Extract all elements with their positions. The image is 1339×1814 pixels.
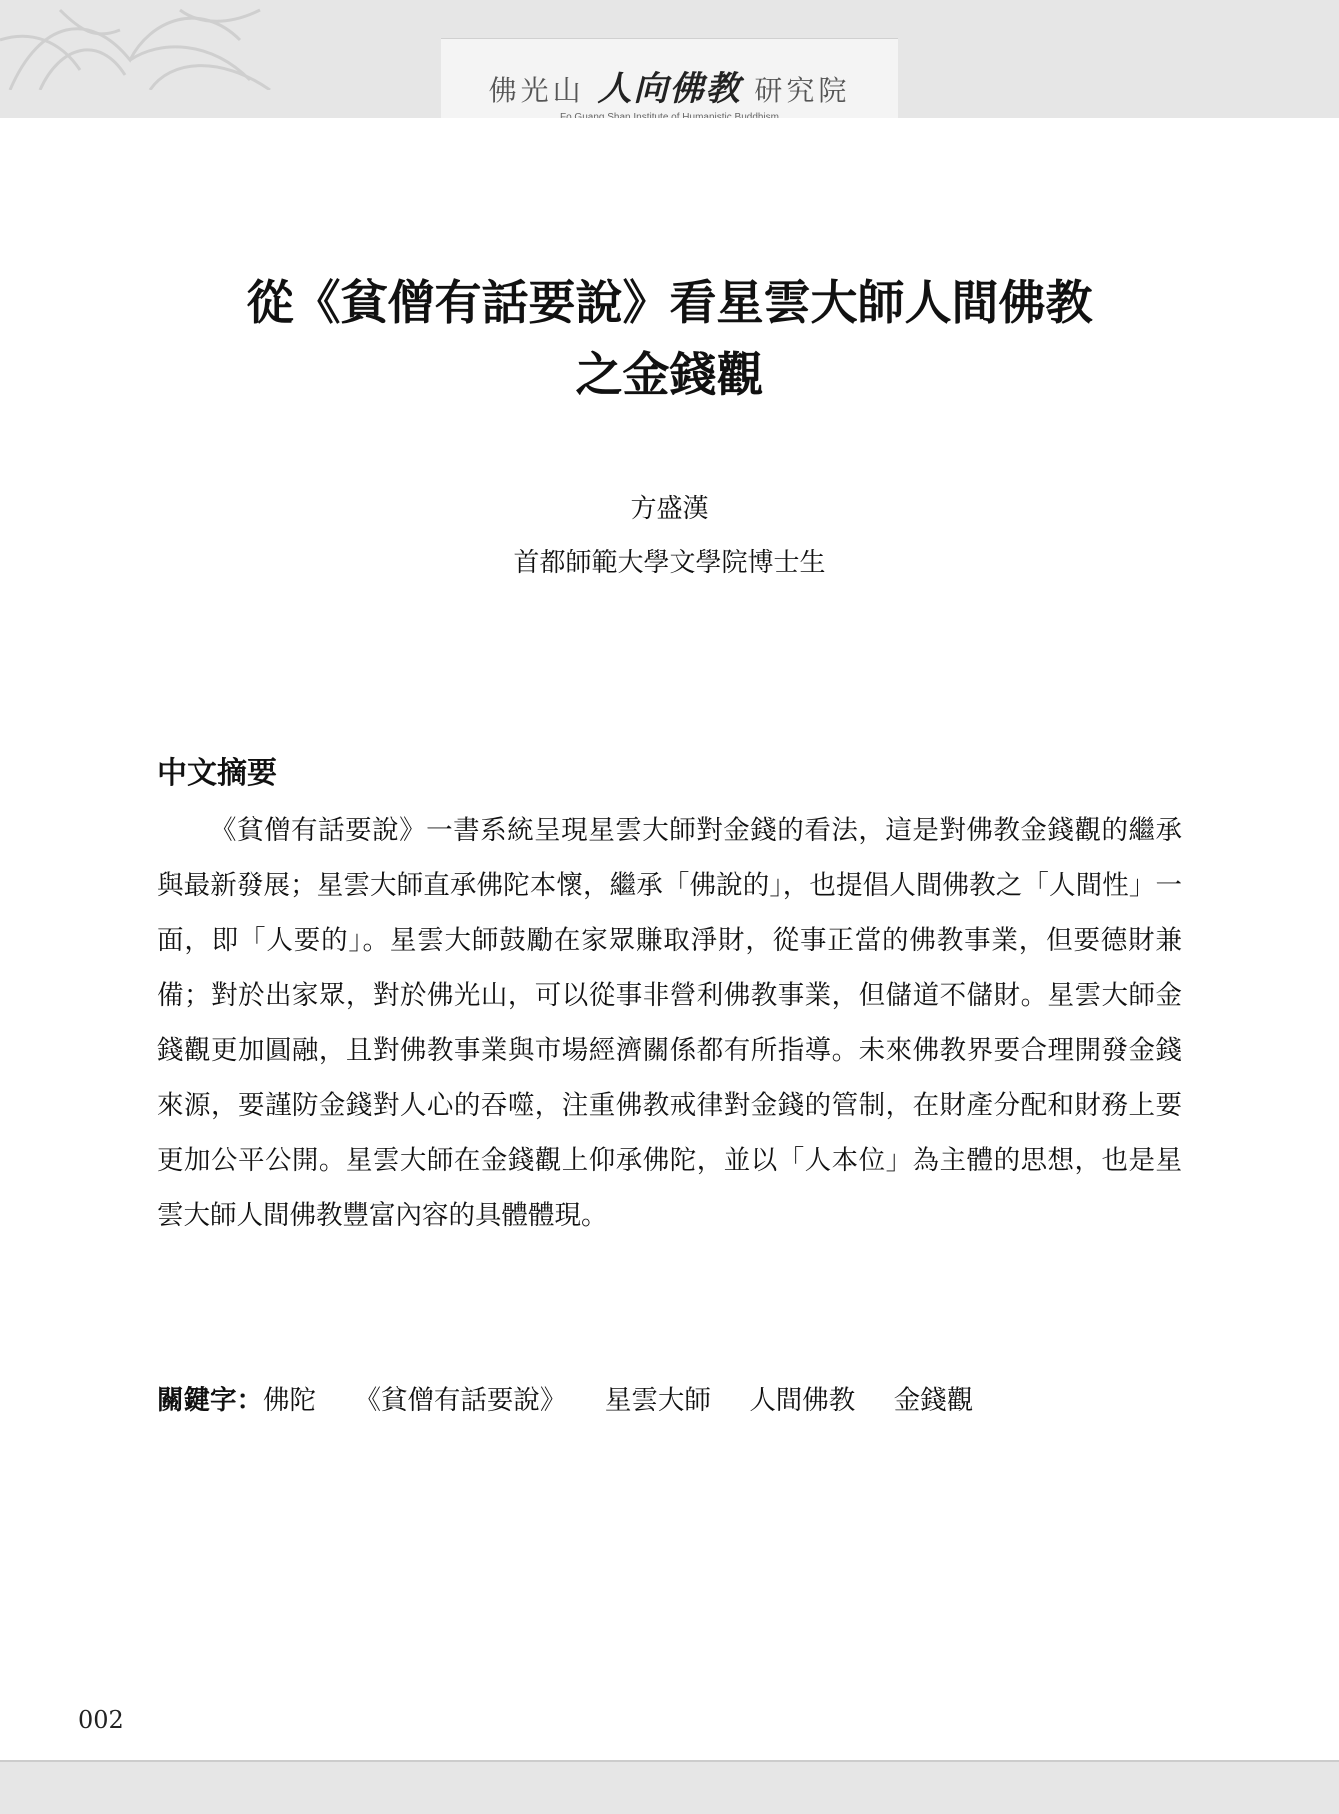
keyword: 《貧僧有話要說》 <box>354 1385 567 1416</box>
keyword: 星雲大師 <box>604 1385 711 1416</box>
paper-page <box>0 118 1339 1758</box>
institute-header <box>441 38 898 127</box>
footer-band <box>0 1760 1339 1814</box>
keyword: 佛陀 <box>263 1385 316 1416</box>
header-band <box>0 0 1339 118</box>
author-name: 方盛漢 <box>630 494 709 524</box>
page-number: 002 <box>78 1706 124 1734</box>
keywords-label: 關鍵字： <box>157 1385 263 1416</box>
lotus-ornament-icon <box>0 0 300 90</box>
abstract-body: 《貧僧有話要說》一書系統呈現星雲大師對金錢的看法，這是對佛教金錢觀的繼承與最新發展；星雲大師直承佛陀本懷，繼承「佛說的」，也提倡人間佛教之「人間性」一面，即「人要的」。星雲大師鼓勵在家眾賺取淨財，從事正當的佛教事業，但要德財兼備；對於出家眾，對於佛光山，可以從事非營利佛教事業，但儲道不儲財。星雲大師金錢觀更加圓融，且對佛教事業與市場經濟關係都有所指導。未來佛教界要合理開發金錢來源，要謹防金錢對人心的吞噬，注重佛教戒律對金錢的管制，在財產分配和財務上要更加公平公開。星雲大師在金錢觀上仰承佛陀，並以「人本位」為主體的思想，也是星雲大師人間佛教豐富內容的具體體現。 <box>157 815 1182 1231</box>
abstract-heading: 中文摘要 <box>157 756 277 791</box>
title-line-1: 從《貧僧有話要說》看星雲大師人間佛教 <box>246 276 1093 331</box>
institute-name-left: 佛光山 <box>488 74 585 107</box>
author-affiliation: 首都師範大學文學院博士生 <box>513 548 826 578</box>
institute-name-right: 研究院 <box>754 74 851 107</box>
institute-name-cn <box>441 61 898 110</box>
institute-calligraphy: 人向佛教 <box>597 69 742 109</box>
keyword: 人間佛教 <box>749 1385 856 1416</box>
paper-title <box>140 268 1199 412</box>
title-line-2: 之金錢觀 <box>575 348 764 403</box>
keywords-line <box>157 1378 1003 1417</box>
keyword: 金錢觀 <box>893 1385 974 1416</box>
